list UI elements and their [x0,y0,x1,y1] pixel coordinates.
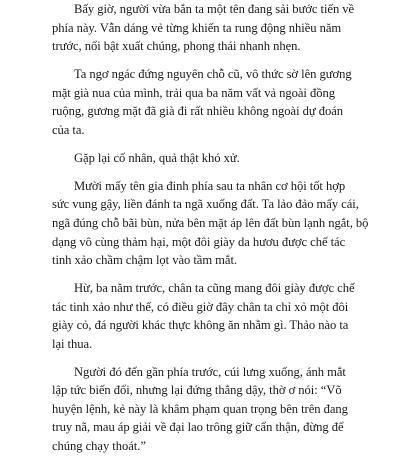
text-line: ngã đúng chỗ bãi bùn, nửa bên mặt áp lên đất bùn lạnh ngắt, bộ [52,215,369,230]
text-line: huyện lệnh, kẻ này là khâm phạm quan trọng bên trên đang [52,401,348,416]
text-line: truy nã, mau áp giải về đại lao trông giữ cẩn thận, đừng để [52,420,344,435]
text-line: của ta. [52,122,85,137]
text-line: trước, nổi bật xuất chúng, phong thái nhanh nhẹn. [52,39,301,54]
paragraph [52,65,358,139]
text-line: mặt già nua của mình, trải qua ba năm vất vả ngoài đồng [52,85,335,100]
text-line: Gặp lại cố nhân, quả thật khó xử. [74,150,240,165]
text-line: lại thua. [52,336,93,351]
body-text [52,0,369,465]
text-line: Hừ, ba năm trước, chân ta cũng mang đôi giày được chế [74,281,355,296]
paragraph [52,279,358,353]
text-line: Ta ngơ ngác đứng nguyên chỗ cũ, vô thức sờ lên gương [74,67,352,82]
text-line: giày cỏ, đá người khác thực không ăn nhằm gì. Thảo nào ta [52,318,349,333]
text-line: chúng chạy thoát.” [52,438,146,453]
text-line: lập tức biến đổi, nhưng lại đứng thẳng dậy, thờ ơ nói: “Võ [52,383,342,398]
paragraph [52,177,369,270]
text-line: tác tinh xảo như thế, có điều giờ đây chân ta chỉ xỏ một đôi [52,299,349,314]
paragraph [52,363,358,456]
text-line: Người đó đến gần phía trước, cúi lưng xuống, ánh mắt [74,364,346,379]
text-line: Bấy giờ, người vừa bắn ta một tên đang sải bước tiến về [74,2,355,16]
paragraph [52,149,358,168]
text-line: tinh xảo chầm chậm lọt vào tầm mắt. [52,253,238,268]
text-line: sức vung gậy, liền đánh ta ngã xuống đất. Ta lảo đảo mấy cái, [52,197,359,212]
text-line: dạng vô cùng thảm hại, một đôi giày da hươu được chế tác [52,234,346,249]
paragraph [52,0,358,56]
text-line: Mười mấy tên gia đinh phía sau ta nhân cơ hội tốt hợp [74,178,346,193]
text-line: phía này. Vẫn dáng vẻ từng khiến ta rung động nhiều năm [52,20,342,35]
text-line: ruộng, gương mặt đã già đi rất nhiều không ngoài dự đoán [52,104,344,119]
